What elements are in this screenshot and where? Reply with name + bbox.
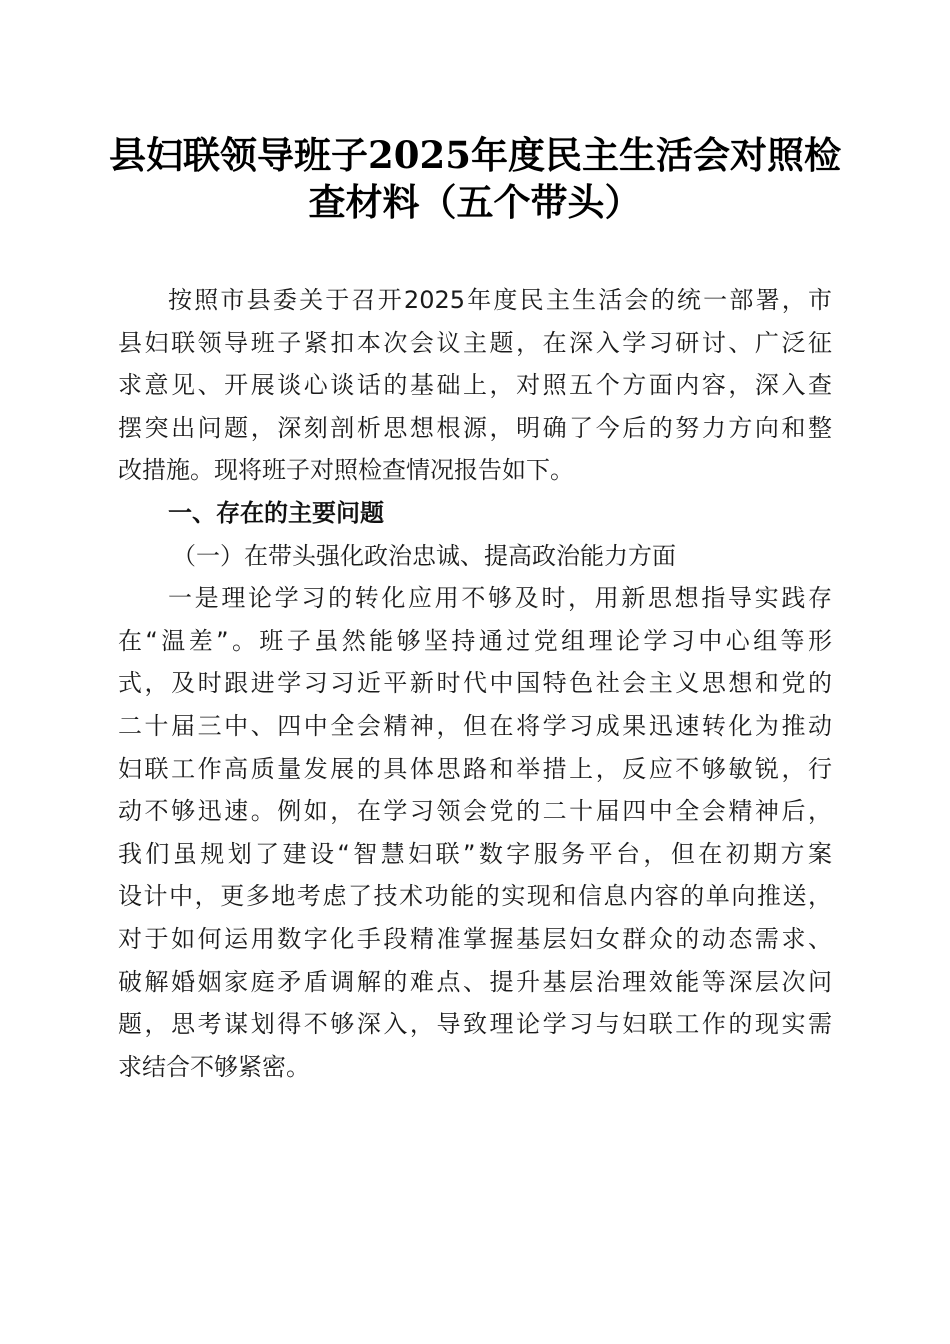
subsection-heading: （一）在带头强化政治忠诚、提高政治能力方面 [172, 541, 676, 570]
document-title [95, 132, 855, 226]
intro-line: 摆突出问题，深刻剖析思想根源，明确了今后的努力方向和整 [118, 413, 832, 442]
point-one-line: 对于如何运用数字化手段精准掌握基层妇女群众的动态需求、 [118, 924, 832, 953]
intro-line: 改措施。现将班子对照检查情况报告如下。 [118, 456, 574, 485]
intro-line: 求意见、开展谈心谈话的基础上，对照五个方面内容，深入查 [118, 371, 832, 400]
intro-line: 县妇联领导班子紧扣本次会议主题，在深入学习研讨、广泛征 [118, 328, 832, 357]
point-one-line: 妇联工作高质量发展的具体思路和举措上，反应不够敏锐，行 [118, 754, 832, 783]
title-line-2: 查材料（五个带头） [308, 180, 642, 224]
point-one-line: 二十届三中、四中全会精神，但在将学习成果迅速转化为推动 [118, 711, 832, 740]
point-one-line: 我们虽规划了建设“智慧妇联”数字服务平台，但在初期方案 [118, 839, 832, 868]
point-one-paragraph [118, 577, 832, 1088]
intro-line: 按照市县委关于召开2025年度民主生活会的统一部署，市 [168, 286, 832, 314]
point-one-line: 动不够迅速。例如，在学习领会党的二十届四中全会精神后， [118, 797, 832, 826]
point-one-line: 破解婚姻家庭矛盾调解的难点、提升基层治理效能等深层次问 [118, 967, 832, 996]
document-body [118, 279, 832, 1088]
point-one-line: 在“温差”。班子虽然能够坚持通过党组理论学习中心组等形 [118, 626, 832, 655]
point-one-line: 式，及时跟进学习习近平新时代中国特色社会主义思想和党的 [118, 669, 832, 698]
point-one-line: 题，思考谋划得不够深入，导致理论学习与妇联工作的现实需 [118, 1010, 832, 1039]
point-one-line: 一是理论学习的转化应用不够及时，用新思想指导实践存 [168, 584, 832, 613]
point-one-line: 设计中，更多地考虑了技术功能的实现和信息内容的单向推送， [118, 882, 832, 911]
intro-paragraph [118, 279, 832, 492]
section-heading: 一、存在的主要问题 [168, 498, 384, 527]
point-one-line: 求结合不够紧密。 [118, 1052, 310, 1081]
title-line-1: 县妇联领导班子2025年度民主生活会对照检 [109, 133, 841, 177]
